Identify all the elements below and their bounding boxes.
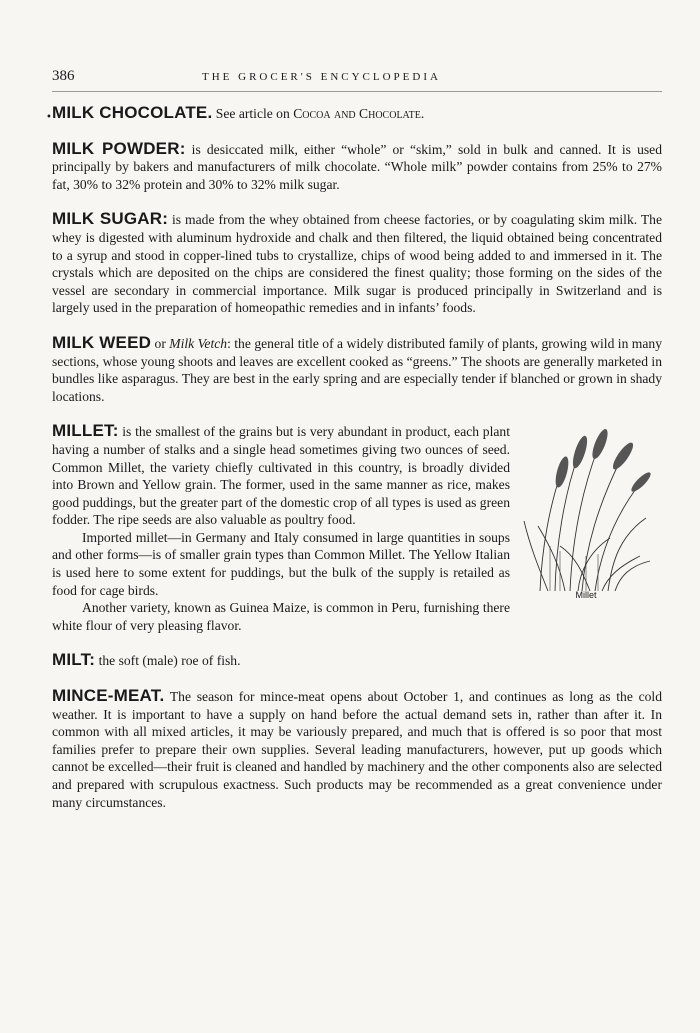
- entry-text: is the smallest of the grains but is very abundant in product, each plant having a number of stalks and a single head sometimes giving two ounces of seed. Common Millet, the variety chiefly cultivated in this country, is broadly divided into Brown and Yellow grain. The former, used in the same manner as rice, makes good puddings, but the greater part of the domestic crop of all types is used as green fodder. The ripe seeds are also valuable as poultry food.: [52, 424, 510, 528]
- entry-milk-weed: [52, 334, 662, 405]
- entry-milk-chocolate: [52, 104, 662, 123]
- entry-text: the soft (male) roe of fish.: [95, 653, 241, 669]
- entry-text: is desiccated milk, either “whole” or “skim,” sold in bulk and canned. It is used principally by bakers and manufacturers of milk chocolate. “Whole milk” powder contains from 25% to 27% fat, 30% to 32% protein and 30% to 32% milk sugar.: [52, 141, 662, 192]
- millet-para-3: Another variety, known as Guinea Maize, is common in Peru, furnishing there white flour of very pleasing flavor.: [52, 600, 510, 633]
- entry-term: MILK CHOCOLATE.: [52, 103, 213, 122]
- millet-illustration: [520, 426, 662, 596]
- entry-term: MILT:: [52, 650, 96, 670]
- page-number: 386: [52, 68, 75, 84]
- running-title: THE GROCER'S ENCYCLOPEDIA: [202, 71, 441, 83]
- entry-text: The season for mince-meat opens about October 1, and continues as long as the cold weather. It is important to have a supply on hand before the actual demand sets in, rather than after it. In common with all mixed articles, it may be variously prepared, and much that is offered is so poor that most families prefer to prepare their own supplies. Several leading manufacturers, however, put up goods which cannot be excelled—their fruit is cleaned and handled by machinery and the other components also are selected and prepared with scrupulous exactness. Such products may be recommended as a great convenience under many circumstances.: [52, 689, 662, 810]
- millet-para-2: Imported millet—in Germany and Italy consumed in large quantities in soups and other forms—is of smaller grain types than Common Millet. The Yellow Italian is used here to some extent for puddings, but the bulk of the supply is retailed as food for cage birds.: [52, 529, 510, 598]
- entry-milk-sugar: [52, 210, 662, 317]
- entry-text-end: .: [420, 106, 425, 121]
- entry-term: MINCE-MEAT.: [52, 686, 165, 706]
- entry-mince-meat: [52, 687, 662, 811]
- entry-milt: [52, 651, 662, 670]
- entry-term: MILK SUGAR:: [52, 209, 169, 229]
- page: [52, 68, 662, 828]
- figure-caption: Millet: [575, 589, 597, 600]
- entry-text-or: or: [151, 335, 170, 351]
- entry-text: See article on: [212, 106, 294, 121]
- entry-term: MILLET:: [52, 421, 119, 441]
- entry-text: : the general title of a widely distributed family of plants, growing wild in many sections, whose young shoots and leaves are excellent cooked as “greens.” The shoots are generally marketed in bundles like asparagus. They are best in the early spring and are especially tender if blanched or grown in shady locations.: [52, 335, 663, 404]
- cross-reference: Cocoa and Chocolate: [293, 106, 421, 121]
- stray-mark: •: [46, 112, 52, 123]
- alternate-name: Milk Vetch: [169, 335, 228, 351]
- entry-millet: [52, 422, 662, 634]
- entry-text: is made from the whey obtained from cheese factories, or by coagulating skim milk. The whey is digested with aluminum hydroxide and chalk and then filtered, the liquid obtained being concentrated to a syrup and stood in copper-lined tubs to crystallize, chips of wood being added to and immersed in it. The crystals which are deposited on the chips are considered the finest quality; those forming on the sides of the vessel are secondary in commercial importance. Milk sugar is produced principally in Switzerland and is largely used in the preparation of homeopathic remedies and in infants’ foods.: [52, 212, 662, 316]
- millet-figure: [520, 426, 662, 604]
- entry-term: MILK WEED: [52, 332, 152, 352]
- entry-term: MILK POWDER:: [52, 138, 186, 158]
- entry-milk-powder: [52, 140, 662, 194]
- page-header: [52, 68, 662, 92]
